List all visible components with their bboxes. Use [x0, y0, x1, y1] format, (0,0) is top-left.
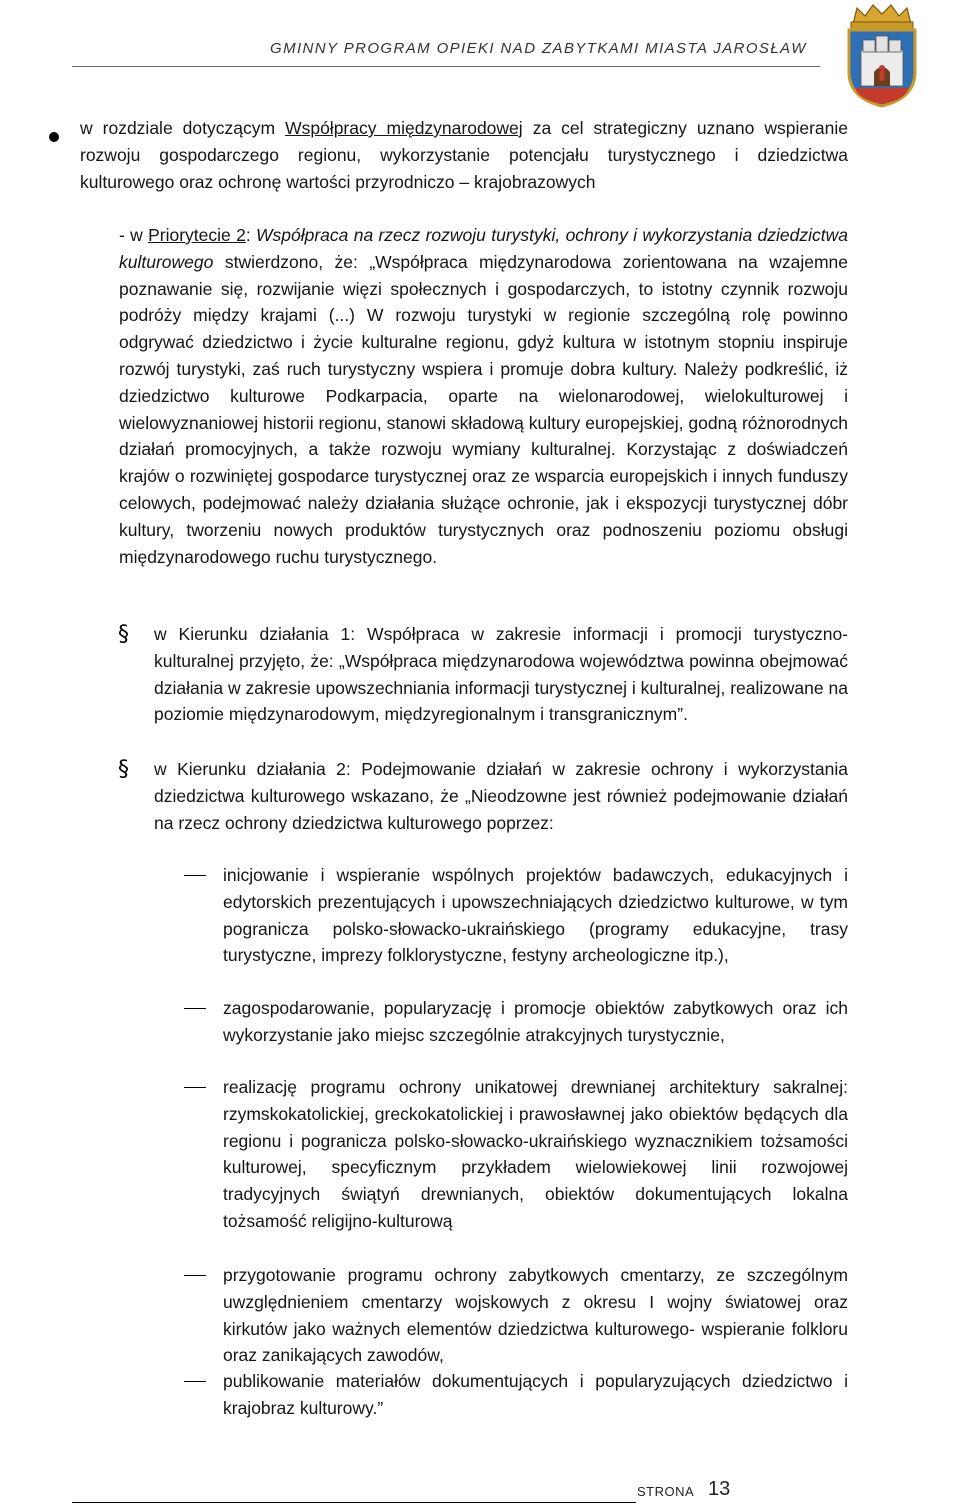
list-item [223, 862, 848, 969]
list-item [223, 1262, 848, 1369]
priority-colon: : [245, 225, 256, 245]
section-bullet-icon: § [118, 622, 129, 647]
priority-text: stwierdzono, że: „Współpraca międzynarodowa zorientowana na wzajemne poznawanie się, rozwijanie więzi społecznych i gospodarczych, to istotny czynnik rozwoju podróży między krajami (...) W rozwoju turystyki w regionie szczególną rolę powinno odgrywać dziedzictwo i życie kulturalne regionu, gdyż kultura w istotnym stopniu inspiruje rozwój turystyki, zaś ruch turystyczny wspiera i promuje dobra kultury. Należy podkreślić, iż dziedzictwo kulturowe Podkarpacia, oparte na wielonarodowej, wielokulturowej i wielowyznaniowej historii regionu, stanowi składową kultury europejskiej, godną różnorodnych działań promocyjnych, a także rozwoju wymiany kulturalnej. Korzystając z doświadczeń krajów o rozwiniętej gospodarce turystycznej oraz ze wsparcia europejskich i innych funduszy celowych, podejmować należy działania służące ochronie, jak i ekspozycji turystycznej dóbr kultury, tworzeniu nowych produktów turystycznych oraz podnoszeniu poziomu obsługi międzynarodowego ruchu turystycznego. [119, 251, 848, 567]
list-item [223, 995, 848, 1049]
running-header-title: GMINNY PROGRAM OPIEKI NAD ZABYTKAMI MIASTA JAROSŁAW [270, 40, 807, 57]
section-bullet-icon: § [118, 757, 129, 782]
intro-paragraph [80, 115, 848, 195]
dash-bullet-icon [184, 1275, 206, 1276]
city-crest-icon [839, 2, 925, 108]
priority-paragraph [119, 222, 848, 570]
list-item [223, 1368, 848, 1422]
list-item-text: zagospodarowanie, popularyzację i promocje obiektów zabytkowych oraz ich wykorzystanie jako miejsc szczególnie atrakcyjnych turystycznie, [223, 998, 848, 1045]
page-number: 13 [708, 1478, 731, 1500]
dash-bullet-icon [184, 1087, 206, 1088]
list-item [223, 1074, 848, 1235]
dash-bullet-icon [184, 875, 206, 876]
list-item-text: publikowanie materiałów dokumentujących i popularyzujących dziedzictwo i krajobraz kulturowy.” [223, 1371, 848, 1418]
intro-text-start: w rozdziale dotyczącym [80, 118, 286, 138]
priority-italic-title: Współpraca na rzecz rozwoju turystyki, ochrony i wykorzystania dziedzictwa kulturowego [119, 225, 848, 272]
header-divider [72, 66, 820, 67]
kierunek-1-paragraph [154, 621, 848, 728]
priority-dash-prefix: - w [119, 225, 149, 245]
kierunek-1-text: w Kierunku działania 1: Współpraca w zakresie informacji i promocji turystyczno-kulturalnej przyjęto, że: „Współpraca międzynarodowa województwa powinna obejmować działania w zakresie upowszechniania informacji turystycznej i kulturalnej, realizowane na poziomie międzynarodowym, międzyregionalnym i transgranicznym”. [154, 624, 848, 725]
dash-bullet-icon [184, 1008, 206, 1009]
bullet-icon [49, 132, 59, 142]
priority-underlined-term: Priorytecie 2 [148, 225, 246, 245]
list-item-text: inicjowanie i wspieranie wspólnych projektów badawczych, edukacyjnych i edytorskich prezentujących i upowszechniających dziedzictwo kulturowe, w tym pogranicza polsko-słowacko-ukraińskiego (programy edukacyjne, trasy turystyczne, imprezy folklorystyczne, festyny archeologiczne itp.), [223, 865, 848, 966]
page-label: STRONA [637, 1484, 695, 1499]
kierunek-2-text: w Kierunku działania 2: Podejmowanie działań w zakresie ochrony i wykorzystania dziedzictwa kulturowego wskazano, że „Nieodzowne jest również podejmowanie działań na rzecz ochrony dziedzictwa kulturowego poprzez: [154, 759, 848, 833]
footer-divider [72, 1502, 636, 1503]
list-item-text: realizację programu ochrony unikatowej drewnianej architektury sakralnej: rzymskokatolickiej, greckokatolickiej i prawosławnej jako obiektów będących dla regionu i pogranicza polsko-słowacko-ukraińskiego wyznacznikiem tożsamości kulturowej, specyficznym przykładem wielowiekowej linii rozwojowej tradycyjnych świątyń drewnianych, obiektów dokumentujących lokalna tożsamość religijno-kulturową [223, 1077, 848, 1231]
list-item-text: przygotowanie programu ochrony zabytkowych cmentarzy, ze szczególnym uwzględnieniem cmentarzy wojskowych z okresu I wojny światowej oraz kirkutów jako ważnych elementów dziedzictwa kulturowego- wspieranie folkloru oraz zanikających zawodów, [223, 1265, 848, 1366]
intro-underlined-term: Współpracy międzynarodowej [285, 118, 523, 138]
dash-bullet-icon [184, 1381, 206, 1382]
intro-text-end: za cel strategiczny uznano wspieranie rozwoju gospodarczego regionu, wykorzystanie potencjału turystycznego i dziedzictwa kulturowego oraz ochronę wartości przyrodniczo – krajobrazowych [80, 118, 848, 192]
kierunek-2-paragraph [154, 756, 848, 836]
